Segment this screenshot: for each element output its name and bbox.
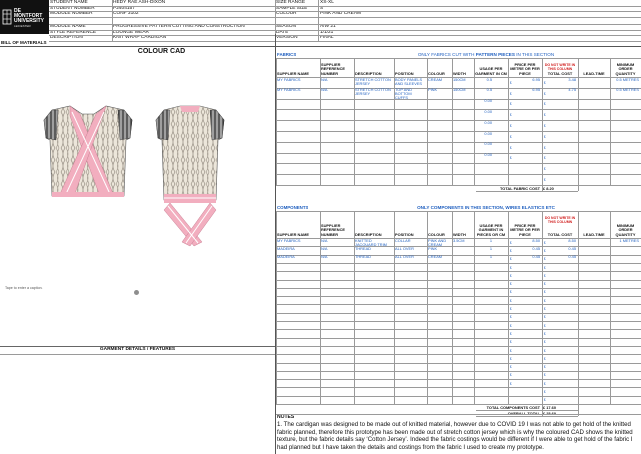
- table-row[interactable]: [276, 246, 641, 254]
- components-cell-colour: CREAM: [428, 255, 443, 260]
- overall-total-label: OVERALL TOTAL: [507, 410, 540, 416]
- table-row[interactable]: [276, 371, 641, 379]
- fabrics-header-2: [355, 58, 393, 76]
- components-cell-desc: THREAD: [355, 255, 371, 260]
- components-cell-width: 3.5CM: [453, 238, 465, 243]
- header-label-sample-size: SAMPLE SIZE: [276, 5, 308, 11]
- components-cell-total-currency: £: [543, 281, 546, 287]
- components-header-7-text: PRICE PER METRE OR PER PIECE: [510, 222, 540, 237]
- header-value-module-name[interactable]: PROGRESSIVE PATTERN CUTTING AND CONSTRUCTION: [113, 24, 245, 29]
- components-header-3: [395, 211, 426, 237]
- components-cell-price-currency: £: [509, 289, 512, 295]
- fabrics-cell-supplier: MY FABRICS: [277, 88, 301, 93]
- fabrics-cell-colour: PINK: [428, 88, 438, 93]
- components-cell-colour: PINK AND CREAM: [428, 238, 447, 247]
- components-header-0: [277, 211, 319, 237]
- components-header-10-text: MINIMUM ORDER QUANTITY: [615, 222, 636, 237]
- fabrics-header-0: [277, 58, 319, 76]
- table-row[interactable]: [276, 296, 641, 304]
- bill-of-materials-label: BILL OF MATERIALS: [1, 40, 47, 45]
- table-row[interactable]: [276, 346, 641, 354]
- header-value-size-range[interactable]: XS-XL: [320, 0, 334, 5]
- fabrics-cell-total: 4.75: [568, 88, 576, 93]
- header-value-module-number[interactable]: CONF 3102: [113, 11, 139, 17]
- header-label-description: DESCRIPTION: [50, 35, 83, 41]
- fabrics-total-cost-note: DO NOT WRITE IN THIS COLUMN: [544, 62, 576, 71]
- header-label-date: DATE: [276, 29, 289, 35]
- university-logo: [0, 0, 49, 34]
- front-view: [44, 106, 132, 197]
- fabrics-cell-total-currency: £: [543, 101, 546, 107]
- table-row[interactable]: [276, 77, 641, 88]
- table-row[interactable]: [276, 396, 641, 404]
- fabrics-cell-total-currency: £: [543, 166, 546, 172]
- logo-line-3: LEICESTER: [14, 23, 31, 28]
- fabrics-cell-usage: 0.5: [486, 88, 492, 93]
- fabrics-cell-usage: 0.00: [484, 142, 492, 147]
- fabrics-header-4-text: COLOUR: [428, 70, 445, 76]
- table-row[interactable]: [276, 304, 641, 312]
- header-label-student-number: STUDENT NUMBER: [50, 5, 95, 11]
- header-value-colour[interactable]: PINK AND CREAM: [320, 11, 362, 17]
- fabrics-cell-ref: N/A: [321, 77, 328, 82]
- overall-total-value: £ 25.60: [543, 410, 556, 416]
- fabrics-cell-colour: CREAM: [428, 77, 443, 82]
- components-cell-moq: 1 METRES: [619, 238, 639, 243]
- components-cell-price-currency: £: [509, 306, 512, 312]
- fabrics-total-value: £ 8.20: [543, 185, 554, 191]
- components-cell-total-currency: £: [543, 297, 546, 303]
- fabrics-header-5: [453, 58, 473, 76]
- fabrics-cell-usage: 0.00: [484, 131, 492, 136]
- components-cell-position: COLLAR: [395, 238, 411, 243]
- components-cell-price-currency: £: [509, 247, 512, 253]
- fabrics-header-5-text: WIDTH: [453, 70, 466, 76]
- table-row[interactable]: [276, 263, 641, 271]
- components-cell-total-currency: £: [543, 355, 546, 361]
- header-label-colour: COLOUR: [276, 11, 297, 17]
- components-cell-total-currency: £: [543, 364, 546, 370]
- fabrics-header-1-text: SUPPLIER REFERENCE NUMBER: [321, 61, 345, 76]
- components-cell-price-currency: £: [509, 239, 512, 245]
- table-row[interactable]: [276, 142, 641, 153]
- table-row[interactable]: [276, 88, 641, 99]
- components-cell-ref: N/A: [321, 238, 328, 243]
- table-row[interactable]: [276, 163, 641, 174]
- fabrics-header-1: [321, 58, 352, 76]
- fabrics-header-8-text: TOTAL COST: [547, 70, 573, 76]
- fabrics-cell-width: 150CM: [453, 77, 466, 82]
- components-cell-price-currency: £: [509, 330, 512, 336]
- header-value-version[interactable]: FINAL: [320, 35, 334, 41]
- fabrics-cell-total-currency: £: [543, 155, 546, 161]
- table-row[interactable]: [276, 338, 641, 346]
- fabrics-header-0-text: SUPPLIER NAME: [277, 70, 309, 76]
- table-row[interactable]: [276, 379, 641, 387]
- colour-cad-title: COLOUR CAD: [137, 48, 186, 55]
- fabrics-cell-price-currency: £: [509, 155, 512, 161]
- table-row[interactable]: [276, 109, 641, 120]
- fabrics-cell-usage: 0.00: [484, 99, 492, 104]
- header-label-module-number: MODULE NUMBER: [50, 11, 93, 17]
- fabrics-header-10-text: MINIMUM ORDER QUANTITY: [615, 61, 636, 76]
- fabrics-banner-bold: PATTERN PIECES: [475, 52, 515, 57]
- notes-text[interactable]: 1. The cardigan was designed to be made out of knitted material, however due to COVID 19 I was not able to get hold of the knitted fabric planned, therefore this prototype has been made out of stretch cotton jersey which is why the coloured CAD shows the knitted texture, but the fabric details say ‘Cotton Jersey’. Indeed the fabric costings would be different if I were able to get hold of the fabric I had planned but I have taken the details and costings from the fabric I used to create my prototype.: [277, 421, 633, 451]
- components-cell-total: 0.45: [568, 246, 576, 251]
- table-row[interactable]: [276, 363, 641, 371]
- components-cell-usage: 1: [489, 255, 492, 260]
- components-cell-total-currency: £: [543, 306, 546, 312]
- header-value-description[interactable]: KNIT WRAP CARDIGAN: [113, 35, 167, 41]
- fabrics-cell-usage: 0.5: [486, 77, 492, 82]
- components-cell-position: ALL OVER: [395, 255, 414, 260]
- components-cell-position: ALL OVER: [395, 246, 414, 251]
- components-cell-total-currency: £: [543, 372, 546, 378]
- fabrics-header-7-text: PRICE PER METRE OR PER PIECE: [510, 61, 540, 76]
- components-cell-price-currency: £: [509, 281, 512, 287]
- components-cell-total-currency: £: [543, 322, 546, 328]
- fabrics-cell-total-currency: £: [543, 79, 546, 85]
- components-header-0-text: SUPPLIER NAME: [277, 231, 309, 237]
- notes-title: NOTES: [277, 414, 295, 420]
- table-row[interactable]: [276, 174, 641, 185]
- fabrics-header-10: [611, 58, 640, 76]
- components-header-5-text: WIDTH: [453, 231, 466, 237]
- header-value-student-name[interactable]: HEDY RAE ASH-DIXON: [113, 0, 166, 5]
- fabrics-cell-ref: N/A: [321, 88, 328, 93]
- components-cell-total-currency: £: [543, 289, 546, 295]
- fabrics-cell-position: BODY PANELS AND SLEEVES: [395, 77, 423, 86]
- components-cell-price-currency: £: [509, 322, 512, 328]
- header-value-season[interactable]: A/W 21: [320, 24, 336, 29]
- image-caption[interactable]: Tape to enter a caption.: [5, 286, 43, 290]
- fabrics-header-2-text: DESCRIPTION: [355, 70, 382, 76]
- components-header-3-text: POSITION: [395, 231, 414, 237]
- components-cell-total-currency: £: [543, 380, 546, 386]
- components-cell-total-currency: £: [543, 397, 546, 403]
- fabrics-header-9-text: LEAD-TIME: [583, 70, 605, 76]
- fabrics-cell-width: 150CM: [453, 88, 466, 93]
- components-cell-total: 8.50: [568, 238, 576, 243]
- components-cell-desc: THREAD: [355, 246, 371, 251]
- components-header-2: [355, 211, 393, 237]
- components-banner: ONLY COMPONENTS IN THIS SECTION, WIRES ELASTICS ETC: [417, 205, 555, 210]
- fabrics-cell-usage: 0.00: [484, 120, 492, 125]
- components-cell-price-currency: £: [509, 380, 512, 386]
- components-cell-total-currency: £: [543, 247, 546, 253]
- header-value-date[interactable]: 1/1/21: [320, 29, 334, 35]
- fabrics-cell-price: 6.95: [532, 88, 540, 93]
- fabrics-cell-total-currency: £: [543, 112, 546, 118]
- components-cell-price-currency: £: [509, 355, 512, 361]
- components-header-9-text: LEAD-TIME: [583, 231, 605, 237]
- components-header-9: [579, 211, 609, 237]
- components-cell-total-currency: £: [543, 330, 546, 336]
- university-crest-icon: [2, 9, 12, 25]
- components-cell-price: 0.45: [532, 255, 540, 260]
- fabrics-cell-price-currency: £: [509, 101, 512, 107]
- fabrics-cell-moq: 0.5 METRES: [616, 88, 639, 93]
- header-label-student-name: STUDENT NAME: [50, 0, 88, 5]
- fabrics-header-6: [475, 58, 507, 76]
- components-cell-total: 0.45: [568, 255, 576, 260]
- table-row[interactable]: [276, 288, 641, 296]
- components-cell-price-currency: £: [509, 347, 512, 353]
- table-row[interactable]: [276, 255, 641, 263]
- fabrics-cell-total-currency: £: [543, 133, 546, 139]
- table-row[interactable]: [276, 329, 641, 337]
- header-label-version: VERSION: [276, 35, 298, 41]
- components-header-8-text: TOTAL COST: [547, 231, 573, 237]
- fabrics-cell-price-currency: £: [509, 112, 512, 118]
- fabrics-banner-suffix: IN THIS SECTION: [514, 52, 555, 57]
- colour-cad-illustration: [30, 100, 270, 282]
- components-cell-total-currency: £: [543, 272, 546, 278]
- components-header-1: [321, 211, 352, 237]
- components-cell-price-currency: £: [509, 372, 512, 378]
- components-cell-ref: N/A: [321, 255, 328, 260]
- components-cell-desc: KNITTED JACQUARD TRIM: [355, 238, 387, 247]
- garment-details-title: GARMENT DETAILS / FEATURES: [99, 347, 176, 352]
- components-total-value: £ 17.60: [543, 404, 556, 410]
- components-section-title: COMPONENTS: [277, 205, 309, 210]
- caption-handle[interactable]: [134, 290, 139, 295]
- fabrics-header-4: [428, 58, 451, 76]
- fabrics-cell-price-currency: £: [509, 79, 512, 85]
- components-cell-ref: N/A: [321, 246, 328, 251]
- fabrics-cell-price-currency: £: [509, 144, 512, 150]
- header-label-style-reference: STYLE REFERENCE: [50, 29, 97, 35]
- table-row[interactable]: [276, 387, 641, 395]
- header-label-season: SEASON: [276, 24, 296, 29]
- header-value-sample-size[interactable]: S: [320, 5, 324, 11]
- logo-line-2: UNIVERSITY: [14, 18, 45, 25]
- fabrics-cell-total-currency: £: [543, 90, 546, 96]
- components-cell-usage: 1: [489, 238, 492, 243]
- components-cell-total-currency: £: [543, 389, 546, 395]
- fabrics-cell-price-currency: £: [509, 133, 512, 139]
- table-row[interactable]: [276, 120, 641, 131]
- table-row[interactable]: [276, 321, 641, 329]
- fabrics-cell-desc: STRETCH COTTON JERSEY: [355, 77, 391, 86]
- components-cell-total-currency: £: [543, 264, 546, 270]
- table-row[interactable]: [276, 131, 641, 142]
- fabrics-cell-total-currency: £: [543, 123, 546, 129]
- components-cell-colour: PINK: [428, 246, 438, 251]
- components-header-1-text: SUPPLIER REFERENCE NUMBER: [321, 222, 345, 237]
- components-header-2-text: DESCRIPTION: [355, 231, 382, 237]
- components-header-4: [428, 211, 451, 237]
- table-row[interactable]: [276, 354, 641, 362]
- components-header-10: [611, 211, 640, 237]
- fabrics-banner-prefix: ONLY FABRICS CUT WITH: [417, 52, 476, 57]
- components-header-6-text: USAGE PER GARMENT IN PIECES OR CM: [476, 222, 506, 237]
- table-row[interactable]: [276, 238, 641, 246]
- fabrics-cell-usage: 0.00: [484, 153, 492, 158]
- fabrics-header-7: [509, 58, 541, 76]
- components-cell-price: 0.45: [532, 246, 540, 251]
- components-cell-supplier: MADEIRA: [277, 246, 295, 251]
- components-cell-total-currency: £: [543, 239, 546, 245]
- fabrics-cell-price: 6.95: [532, 77, 540, 82]
- components-cell-total-currency: £: [543, 339, 546, 345]
- fabrics-header-3-text: POSITION: [395, 70, 414, 76]
- components-cell-price: 8.50: [532, 238, 540, 243]
- table-row[interactable]: [276, 271, 641, 279]
- fabrics-total-label: TOTAL FABRIC COST: [500, 185, 540, 191]
- components-cell-supplier: MADEIRA: [277, 255, 295, 260]
- fabrics-banner: [394, 52, 578, 57]
- header-label-module-name: MODULE NAME: [50, 24, 86, 29]
- components-cell-price-currency: £: [509, 339, 512, 345]
- fabrics-header-9: [579, 58, 609, 76]
- fabrics-cell-usage: 0.00: [484, 109, 492, 114]
- table-row[interactable]: [276, 280, 641, 288]
- components-total-label: TOTAL COMPONENTS COST: [486, 404, 540, 410]
- fabrics-cell-position: TOP AND BOTTOM CUFFS: [395, 88, 412, 101]
- header-value-student-number[interactable]: P2404157: [113, 5, 135, 11]
- components-cell-price-currency: £: [509, 256, 512, 262]
- components-cell-supplier: MY FABRICS: [277, 238, 301, 243]
- fabrics-cell-desc: STRETCH COTTON JERSEY: [355, 88, 391, 97]
- header-value-style-reference[interactable]: LOUNGE WEAR: [113, 29, 149, 35]
- fabrics-section-title: FABRICS: [277, 52, 297, 57]
- components-cell-usage: 1: [489, 246, 492, 251]
- components-cell-price-currency: £: [509, 297, 512, 303]
- components-cell-total-currency: £: [543, 256, 546, 262]
- fabrics-cell-supplier: MY FABRICS: [277, 77, 301, 82]
- components-cell-price-currency: £: [509, 272, 512, 278]
- components-cell-price-currency: £: [509, 364, 512, 370]
- fabrics-header-3: [395, 58, 426, 76]
- components-header-4-text: COLOUR: [428, 231, 445, 237]
- table-row[interactable]: [276, 153, 641, 164]
- fabrics-cell-moq: 0.5 METRES: [616, 77, 639, 82]
- logo-line-1: DE MONTFORT: [14, 8, 43, 20]
- table-row[interactable]: [276, 99, 641, 110]
- fabrics-cell-total-currency: £: [543, 144, 546, 150]
- fabrics-cell-price-currency: £: [509, 90, 512, 96]
- fabrics-cell-total-currency: £: [543, 177, 546, 183]
- components-header-6: [475, 211, 507, 237]
- fabrics-header-6-text: USAGE PER GARMENT IN CM: [475, 66, 507, 76]
- components-cell-total-currency: £: [543, 314, 546, 320]
- components-header-5: [453, 211, 473, 237]
- components-total-cost-note: DO NOT WRITE IN THIS COLUMN: [544, 215, 576, 224]
- back-view: [156, 106, 224, 246]
- components-cell-price-currency: £: [509, 314, 512, 320]
- fabrics-cell-total: 3.48: [568, 77, 576, 82]
- components-cell-price-currency: £: [509, 264, 512, 270]
- fabrics-cell-price-currency: £: [509, 123, 512, 129]
- table-row[interactable]: [276, 313, 641, 321]
- components-cell-total-currency: £: [543, 347, 546, 353]
- components-header-7: [509, 211, 541, 237]
- header-label-size-range: SIZE RANGE: [276, 0, 306, 5]
